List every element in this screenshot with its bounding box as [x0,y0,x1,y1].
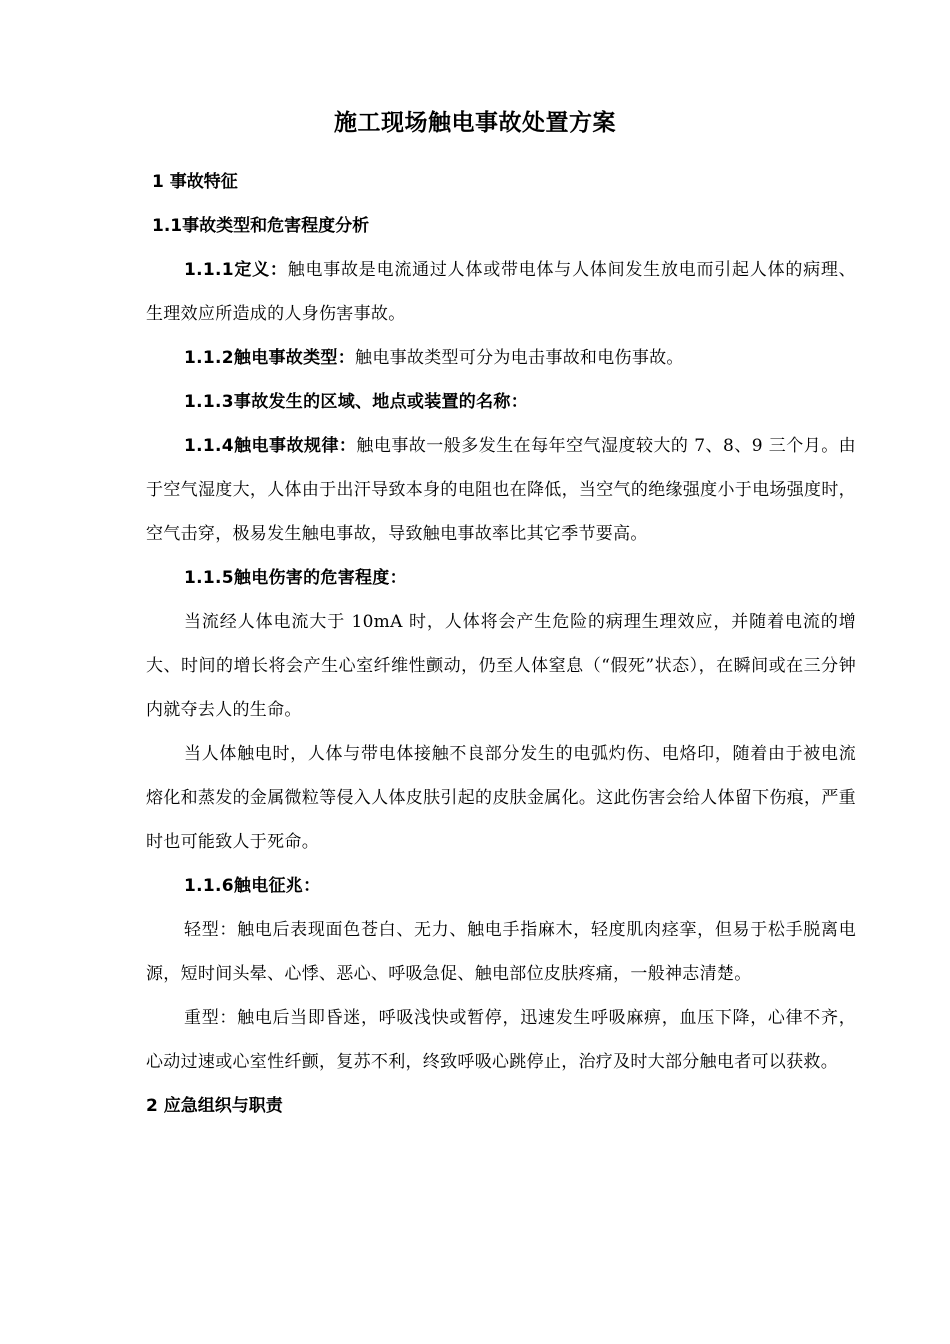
paragraph-1-1-1-text: 触电事故是电流通过人体或带电体与人体间发生放电而引起人体的病理、生理效应所造成的人身伤害事故。 [146,260,856,324]
section-2-heading: 2 应急组织与职责 [146,1096,283,1116]
paragraph-1-1-4-text: 触电事故一般多发生在每年空气湿度较大的 7、8、9 三个月。由于空气湿度大，人体由于出汗导致本身的电阻也在降低，当空气的绝缘强度小于电场强度时，空气击穿，极易发生触电事故，导致触电事故率比其它季节要高。 [146,436,856,544]
document-body [146,160,856,1128]
paragraph-1-1-5-a: 当流经人体电流大于 10mA 时，人体将会产生危险的病理生理效应，并随着电流的增大、时间的增长将会产生心室纤维性颤动，仍至人体窒息（“假死”状态），在瞬间或在三分钟内就夺去人的生命。 [146,612,856,720]
paragraph-1-1-4 [146,424,856,556]
paragraph-1-1-6-label: 1.1.6触电征兆： [184,876,321,896]
paragraph-1-1-5-b: 当人体触电时，人体与带电体接触不良部分发生的电弧灼伤、电烙印，随着由于被电流熔化和蒸发的金属微粒等侵入人体皮肤引起的皮肤金属化。这此伤害会给人体留下伤痕，严重时也可能致人于死命。 [146,744,856,852]
paragraph-1-1-3-label: 1.1.3事故发生的区域、地点或装置的名称： [184,392,529,412]
paragraph-1-1-6-light: 轻型：触电后表现面色苍白、无力、触电手指麻木，轻度肌肉痉挛，但易于松手脱离电源，短时间头晕、心悸、恶心、呼吸急促、触电部位皮肤疼痛，一般神志清楚。 [146,920,856,984]
paragraph-1-1-1-label: 1.1.1定义： [184,260,288,280]
paragraph-1-1-2 [146,336,856,380]
paragraph-1-1-6-heavy: 重型：触电后当即昏迷，呼吸浅快或暂停，迅速发生呼吸麻痹，血压下降，心律不齐，心动过速或心室性纤颤，复苏不利，终致呼吸心跳停止，治疗及时大部分触电者可以获救。 [146,1008,856,1072]
paragraph-1-1-2-label: 1.1.2触电事故类型： [184,348,356,368]
paragraph-1-1-6 [146,864,856,908]
paragraph-1-1-4-label: 1.1.4触电事故规律： [184,436,357,456]
paragraph-1-1-3 [146,380,856,424]
section-1-1-heading: 1.1事故类型和危害程度分析 [152,216,370,236]
paragraph-1-1-2-text: 触电事故类型可分为电击事故和电伤事故。 [355,348,684,368]
section-1-heading: 1 事故特征 [152,172,238,192]
paragraph-1-1-5-label: 1.1.5触电伤害的危害程度： [184,568,407,588]
document-title: 施工现场触电事故处置方案 [334,110,616,136]
paragraph-1-1-5 [146,556,856,600]
paragraph-1-1-1 [146,248,856,336]
